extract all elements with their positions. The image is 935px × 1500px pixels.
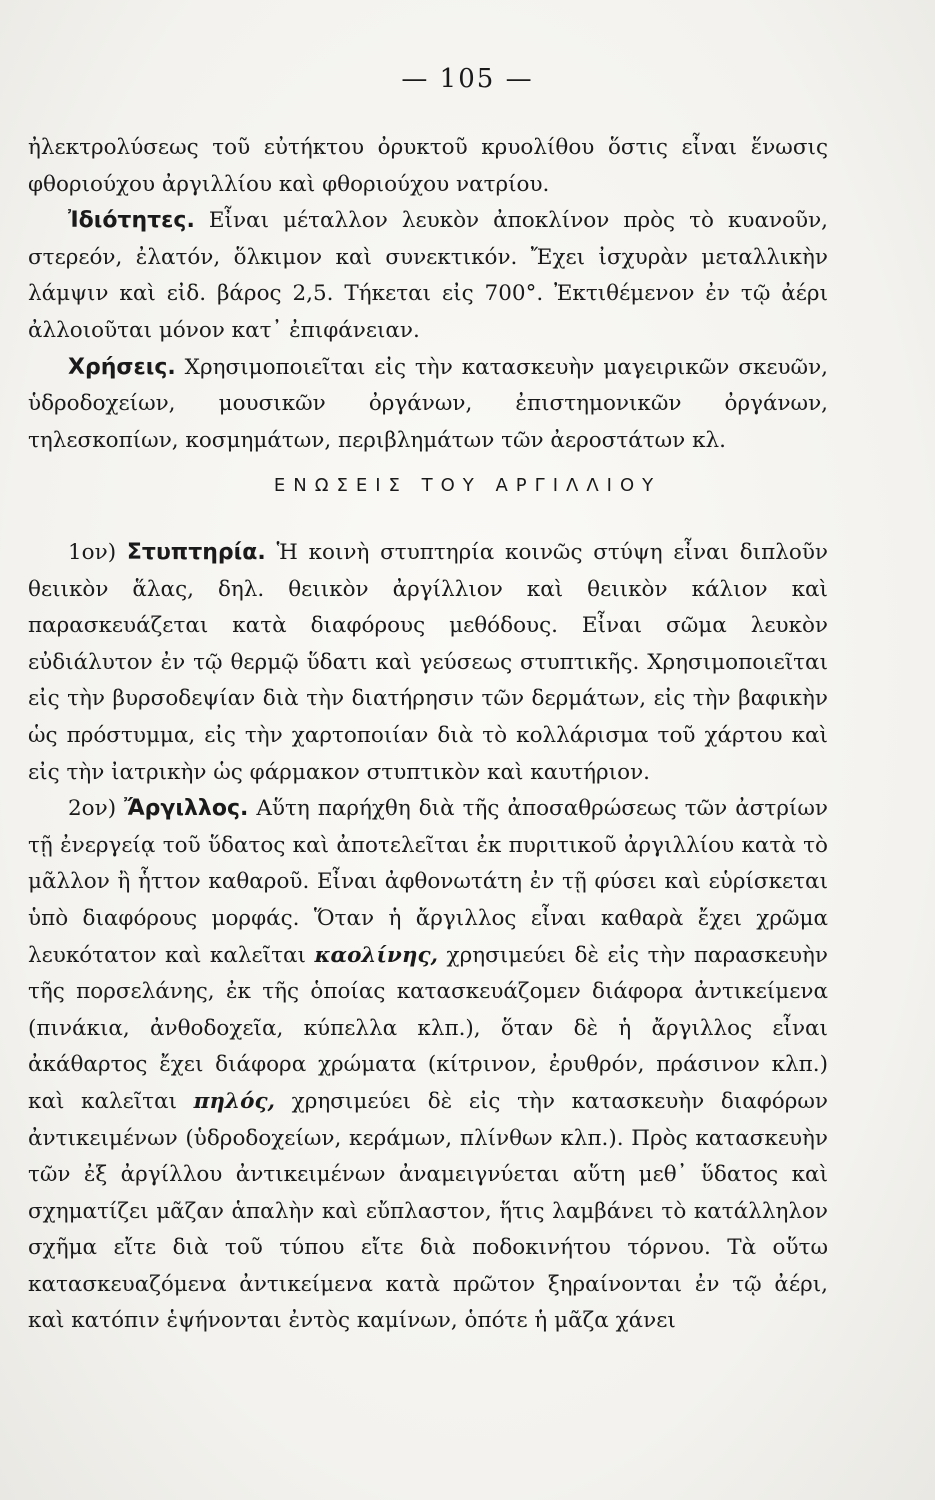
properties-heading: Ἰδιότητες. [68,208,195,234]
text-block-bottom [28,535,828,1340]
uses-heading: Χρήσεις. [68,354,176,380]
paragraph-uses [28,350,828,460]
pilos-term: πηλός, [193,1088,276,1114]
paragraph-alum [28,535,828,791]
clay-number: 2ον) [68,796,117,822]
alum-heading: Στυπτηρία. [126,540,266,565]
page-number: — 105 — [401,64,534,94]
alum-number: 1ον) [68,540,117,565]
clay-heading: Ἄργιλλος. [124,796,249,822]
paragraph-properties [28,203,828,349]
clay-text-c: χρησιμεύει δὲ εἰς τὴν κατασκευὴν διαφόρων ἀντικειμένων (ὑδροδοχείων, κεράμων, πλίνθων κλπ.). Πρὸς κατασκευὴν τῶν ἐξ ἀργίλλου ἀντικειμένων ἀναμειγνύεται αὕτη μεθ᾽ ὕδατος καὶ σχηματίζει μᾶζαν ἁπαλὴν καὶ εὔπλαστον, ἥτις λαμβάνει τὸ κατάλληλον σχῆμα εἴτε διὰ τοῦ τύπου εἴτε διὰ ποδοκινήτου τόρνου. Τὰ οὕτω κατασκευαζόμενα ἀντικείμενα κατὰ πρῶτον ξηραίνονται ἐν τῷ ἀέρι, καὶ κατόπιν ἑψήνονται ἐντὸς καμίνων, ὁπότε ἡ μᾶζα χάνει [28,1088,828,1334]
paragraph-intro [28,130,828,203]
section-heading: ΕΝΩΣΕΙΣ ΤΟΥ ΑΡΓΙΛΛΙΟΥ [273,475,662,496]
kaolin-term: καολίνης, [314,942,439,968]
text-block-top [28,130,828,459]
clay-text-b: χρησιμεύει δὲ εἰς τὴν παρασκευὴν τῆς πορσελάνης, ἐκ τῆς ὁποίας κατασκευάζομεν διάφορα ἀντικείμενα (πινάκια, ἀνθοδοχεῖα, κύπελλα κλπ.), ὅταν δὲ ἡ ἄργιλλος εἶναι ἀκάθαρτος ἔχει διάφορα χρώματα (κίτρινον, ἐρυθρόν, πράσινον κλπ.) καὶ καλεῖται [28,942,828,1114]
paragraph-clay [28,791,828,1340]
clay-text-a: Αὕτη παρήχθη διὰ τῆς ἀποσαθρώσεως τῶν ἀστρίων τῇ ἐνεργείᾳ τοῦ ὕδατος καὶ ἀποτελεῖται ἐκ πυριτικοῦ ἀργιλλίου κατὰ τὸ μᾶλλον ἢ ἧττον καθαροῦ. Εἶναι ἀφθονωτάτη ἐν τῇ φύσει καὶ εὑρίσκεται ὑπὸ διαφόρους μορφάς. Ὅταν ἡ ἄργιλλος εἶναι καθαρὰ ἔχει χρῶμα λευκότατον καὶ καλεῖται [28,796,828,968]
alum-text: Ἡ κοινὴ στυπτηρία κοινῶς στύψη εἶναι διπλοῦν θειικὸν ἅλας, δηλ. θειικὸν ἀργίλλιον καὶ θειικὸν κάλιον καὶ παρασκευάζεται κατὰ διαφόρους μεθόδους. Εἶναι σῶμα λευκὸν εὐδιάλυτον ἐν τῷ θερμῷ ὕδατι καὶ γεύσεως στυπτικῆς. Χρησιμοποιεῖται εἰς τὴν βυρσοδεψίαν διὰ τὴν διατήρησιν τῶν δερμάτων, εἰς τὴν βαφικὴν ὡς πρόστυμμα, εἰς τὴν χαρτοποιίαν διὰ τὸ κολλάρισμα τοῦ χάρτου καὶ εἰς τὴν ἰατρικὴν ὡς φάρμακον στυπτικὸν καὶ καυτήριον. [28,540,828,785]
properties-text: Εἶναι μέταλλον λευκὸν ἀποκλίνον πρὸς τὸ κυανοῦν, στερεόν, ἐλατόν, ὅλκιμον καὶ συνεκτικόν. Ἔχει ἰσχυρὰν μεταλλικὴν λάμψιν καὶ εἰδ. βάρος 2,5. Τήκεται εἰς 700°. Ἐκτιθέμενον ἐν τῷ ἀέρι ἀλλοιοῦται μόνον κατ᾽ ἐπιφάνειαν. [28,208,828,343]
uses-text: Χρησιμοποιεῖται εἰς τὴν κατασκευὴν μαγειρικῶν σκευῶν, ὑδροδοχείων, μουσικῶν ὀργάνων, ἐπιστημονικῶν ὀργάνων, τηλεσκοπίων, κοσμημάτων, περιβλημάτων τῶν ἀεροστάτων κλ. [28,354,828,453]
paragraph-intro-text: ἠλεκτρολύσεως τοῦ εὐτήκτου ὀρυκτοῦ κρυολίθου ὅστις εἶναι ἕνωσις φθοριούχου ἀργιλλίου καὶ φθοριούχου νατρίου. [28,135,828,197]
